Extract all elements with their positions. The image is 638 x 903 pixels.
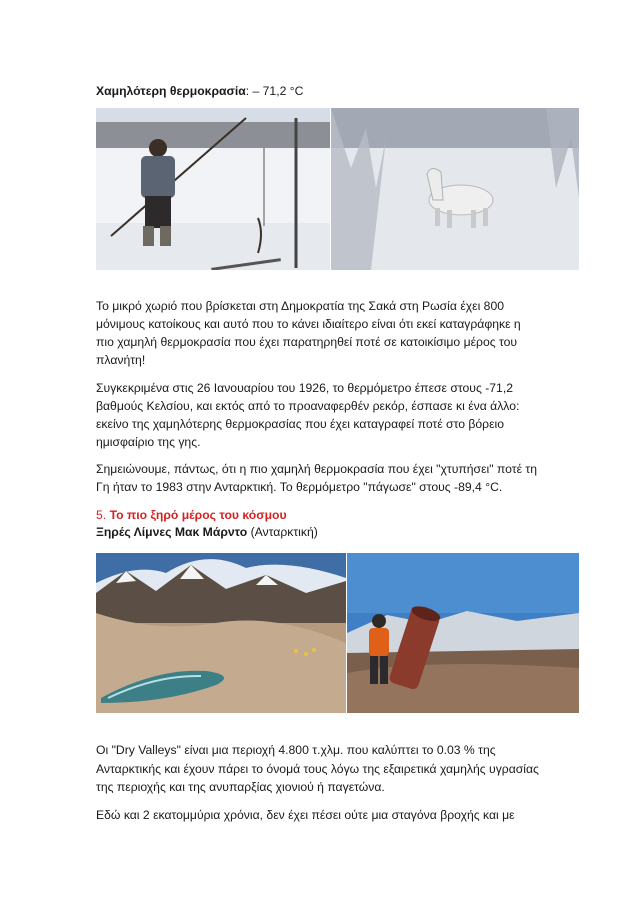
paragraph-4-line-2: Ανταρκτικής και έχουν πάρει το όνομά τους λόγω της εξαιρετικά χαμηλής υγρασίας <box>96 762 539 776</box>
paragraph-2-line-3: εκείνο της χαμηλότερης θερμοκρασίας που έχει καταγραφεί ποτέ στο βόρειο <box>96 417 505 431</box>
photo-dry-valleys <box>96 553 346 713</box>
paragraph-3-line-2: Γη ήταν το 1983 στην Ανταρκτική. Το θερμόμετρο "πάγωσε" στους -89,4 °C. <box>96 480 503 494</box>
paragraph-2-line-1: Συγκεκριμένα στις 26 Ιανουαρίου του 1926, το θερμόμετρο έπεσε στους -71,2 <box>96 381 513 395</box>
paragraph-5-line-1: Εδώ και 2 εκατομμύρια χρόνια, δεν έχει πέσει ούτε μια σταγόνα βροχής και με <box>96 808 515 822</box>
lowest-temp-line <box>96 82 303 100</box>
subtitle-paren: (Ανταρκτική) <box>247 525 318 539</box>
lowest-temp-sep: : – <box>245 84 263 98</box>
paragraph-1-line-3: πιο χαμηλή θερμοκρασία που έχει παρατηρηθεί ποτέ σε κατοικίσιμο μέρος του <box>96 335 518 349</box>
section-title: Το πιο ξηρό μέρος του κόσμου <box>109 508 287 522</box>
lowest-temp-value: 71,2 °C <box>262 84 304 98</box>
paragraph-1-line-4: πλανήτη! <box>96 353 146 367</box>
dry-valleys-illustration <box>96 553 346 713</box>
paragraph-4-line-3: της περιοχής και της ανυπαρξίας χιονιού ή παγετώνα. <box>96 780 385 794</box>
paragraph-2-line-2: βαθμούς Κελσίου, και εκτός από το προαναφερθέν ρεκόρ, έσπασε κι ένα άλλο: <box>96 399 520 413</box>
researcher-illustration <box>347 553 579 713</box>
paragraph-2-line-4: ημισφαίριο της γης. <box>96 435 201 449</box>
paragraph-3-line-1: Σημειώνουμε, πάντως, ότι η πιο χαμηλή θερμοκρασία που έχει "χτυπήσει" ποτέ τη <box>96 462 537 476</box>
section-number: 5. <box>96 508 110 522</box>
photo-horse-in-frost <box>331 108 579 270</box>
photo-boy-in-snow <box>96 108 330 270</box>
paragraph-4-line-1: Οι "Dry Valleys" είναι μια περιοχή 4.800 τ.χλμ. που καλύπτει το 0.03 % της <box>96 743 496 757</box>
section-5-subtitle <box>96 523 318 541</box>
boy-snow-illustration <box>96 108 330 270</box>
paragraph-1-line-2: μόνιμους κατοίκους και αυτό που το κάνει ιδιαίτερο είναι ότι εκεί καταγράφηκε η <box>96 317 521 331</box>
photo-researcher-with-pipe <box>347 553 579 713</box>
section-5-heading <box>96 506 287 524</box>
lowest-temp-label: Χαμηλότερη θερμοκρασία <box>96 84 246 98</box>
horse-frost-illustration <box>331 108 579 270</box>
subtitle-place: Ξηρές Λίμνες Μακ Μάρντο <box>96 525 248 539</box>
paragraph-1-line-1: Το μικρό χωριό που βρίσκεται στη Δημοκρατία της Σακά στη Ρωσία έχει 800 <box>96 299 505 313</box>
